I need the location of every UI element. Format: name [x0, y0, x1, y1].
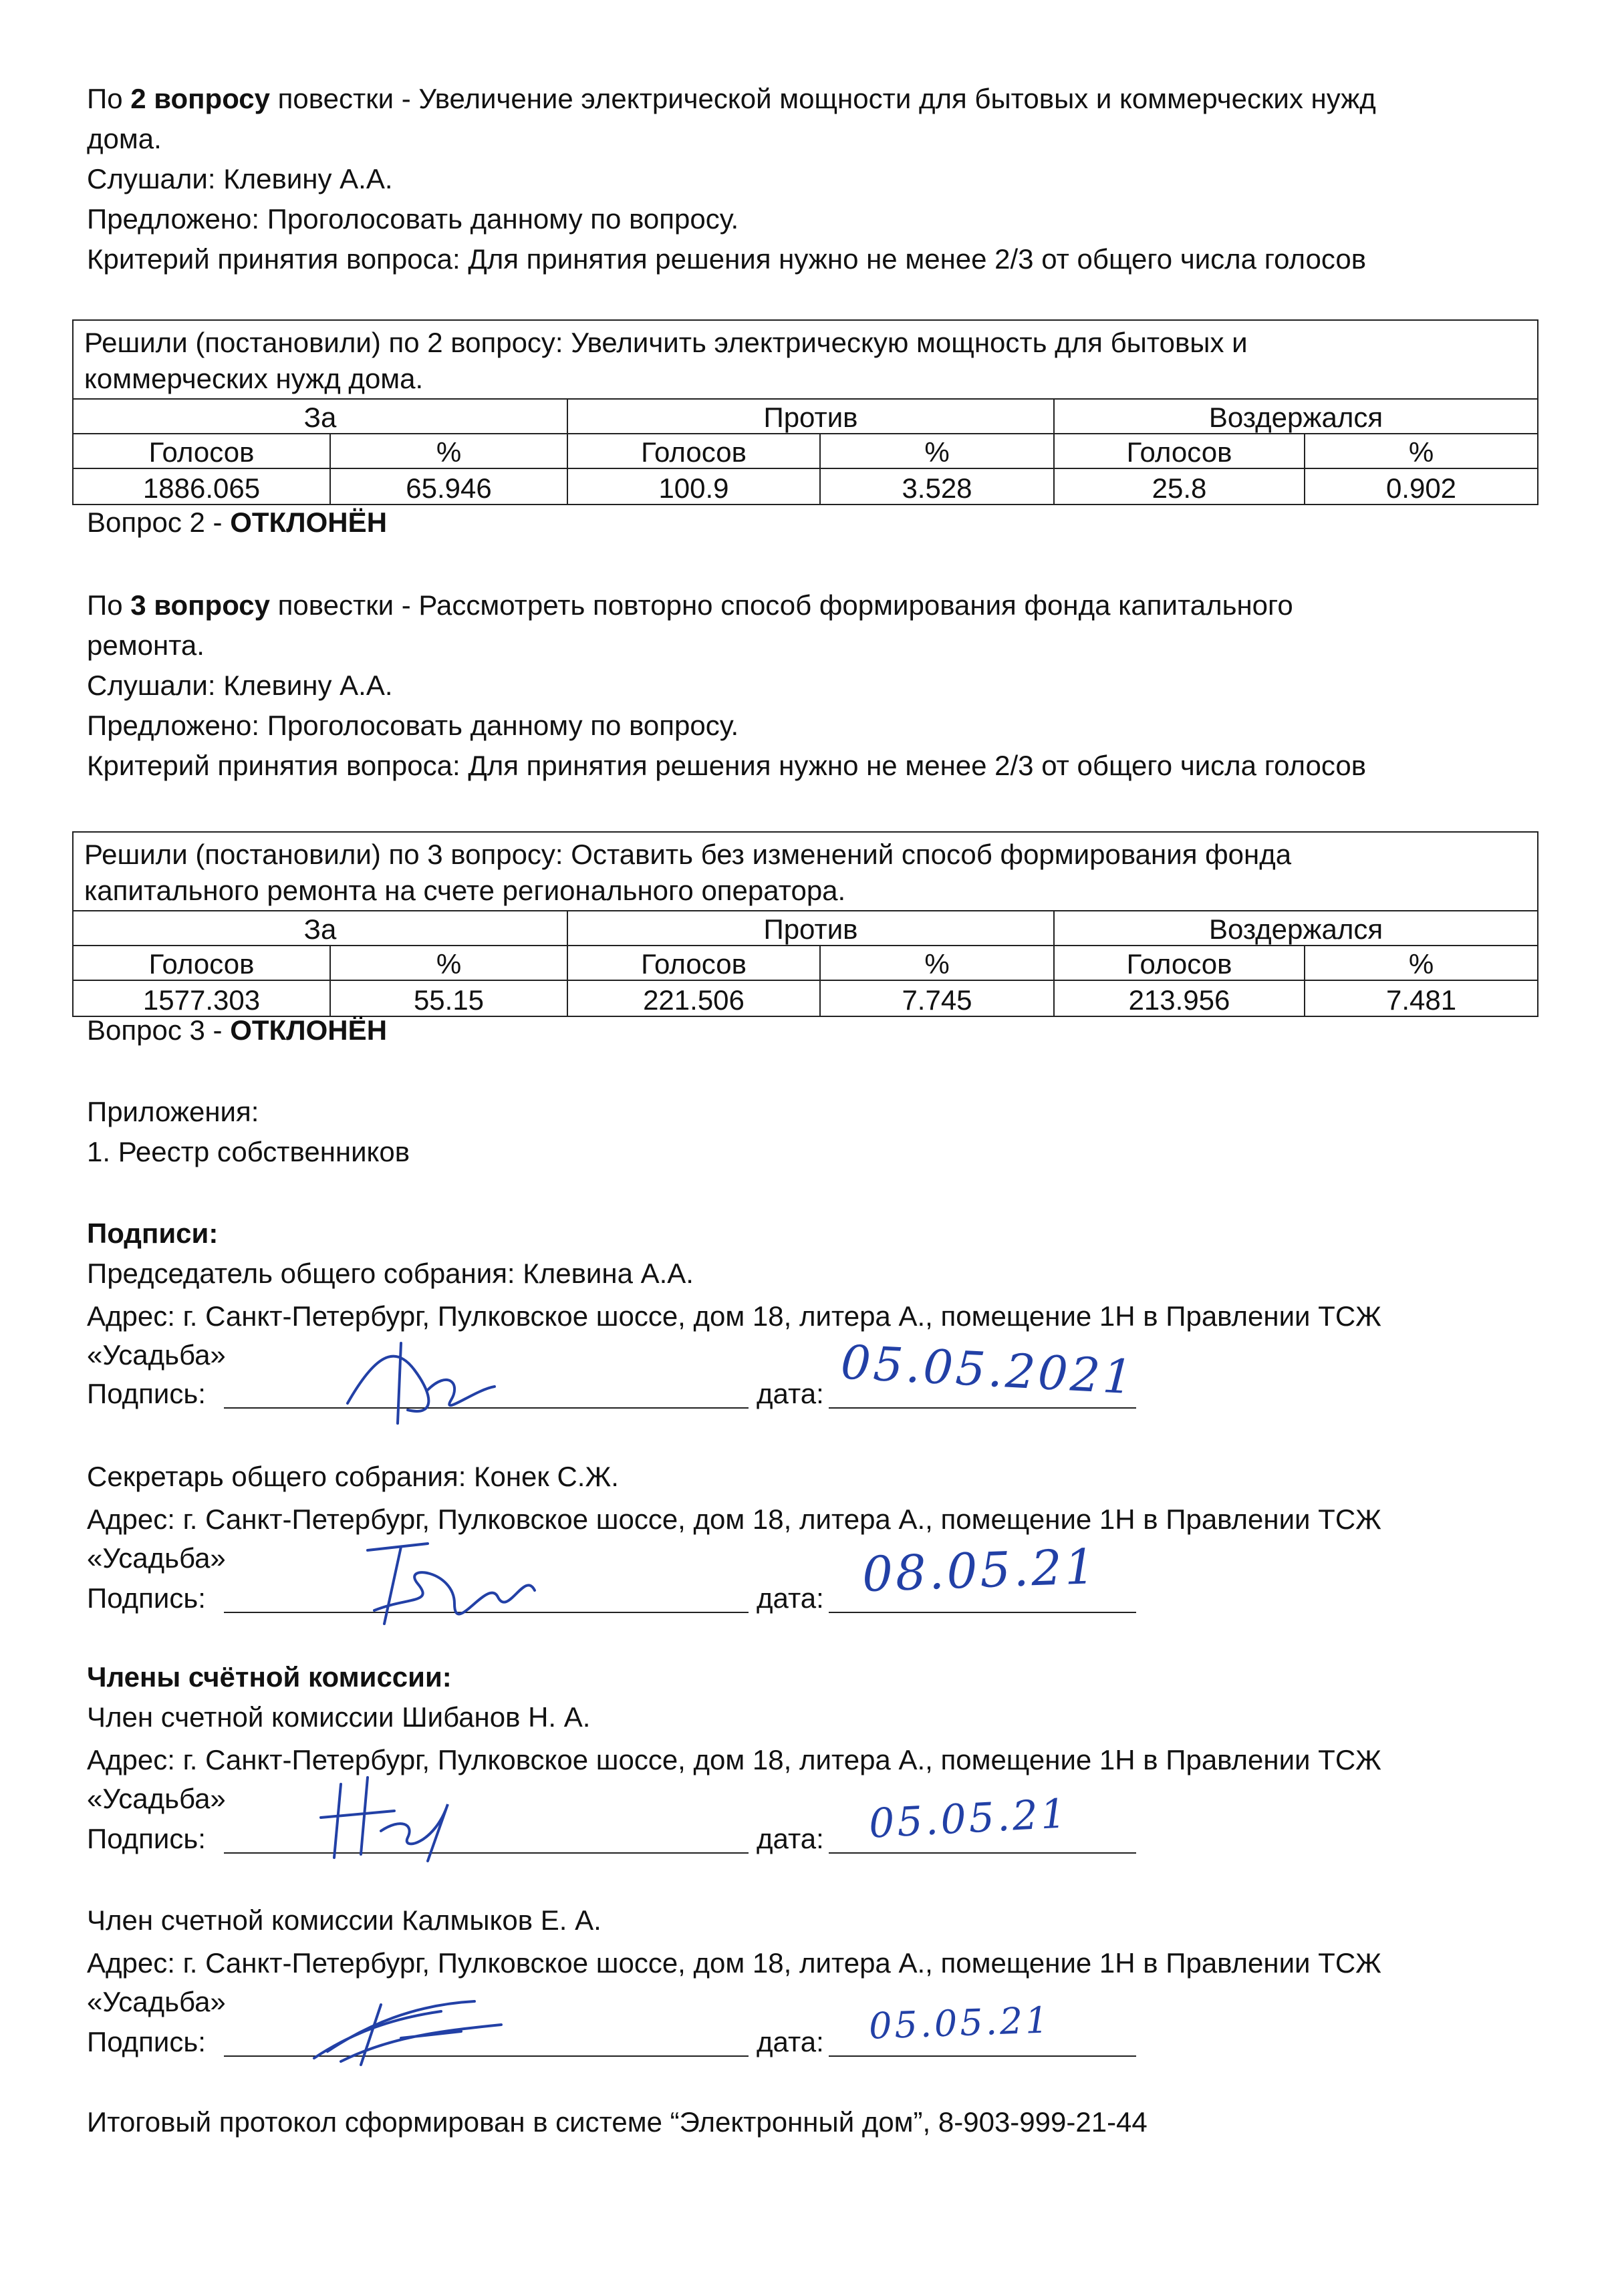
member2-address: Адрес: г. Санкт-Петербург, Пулковское шоссе, дом 18, литера А., помещение 1Н в Правлении ТСЖ [87, 1947, 1381, 1979]
q3-for-pct: 55.15 [330, 980, 567, 1016]
q2-proposed: Предложено: Проголосовать данному по вопросу. [87, 203, 739, 235]
q3-against-pct: 7.745 [820, 980, 1054, 1016]
member2-role: Член счетной комиссии Калмыков Е. А. [87, 1904, 601, 1936]
commission-title: Члены счётной комиссии: [87, 1661, 452, 1693]
q3-intro-cont: ремонта. [87, 629, 205, 661]
q3-criterion: Критерий принятия вопроса: Для принятия решения нужно не менее 2/3 от общего числа голосов [87, 750, 1367, 781]
q2-heard: Слушали: Клевину А.А. [87, 163, 393, 194]
q2-for-votes: 1886.065 [73, 468, 330, 505]
member1-role: Член счетной комиссии Шибанов Н. А. [87, 1701, 591, 1733]
q3-sub-votes: Голосов [1054, 946, 1305, 980]
q2-against-votes: 100.9 [567, 468, 820, 505]
q3-abstain-pct: 7.481 [1305, 980, 1538, 1016]
q2-vote-table [72, 319, 1538, 505]
q2-sub-votes: Голосов [1054, 434, 1305, 468]
footer-note: Итоговый протокол сформирован в системе “Электронный дом”, 8-903-999-21-44 [87, 2106, 1148, 2138]
q3-abstain-votes: 213.956 [1054, 980, 1305, 1016]
member2-sign-label: Подпись: [87, 2026, 206, 2057]
signatures-title: Подписи: [87, 1217, 219, 1249]
chair-date-line [829, 1406, 1136, 1409]
q3-col-against: Против [567, 911, 1054, 946]
member1-sign-label: Подпись: [87, 1823, 206, 1854]
q2-col-for: За [73, 399, 567, 434]
q2-result: Вопрос 2 - ОТКЛОНЁН [87, 507, 388, 538]
secretary-date-line [829, 1610, 1136, 1613]
q2-intro-cont: дома. [87, 123, 162, 154]
secretary-signature [354, 1530, 555, 1637]
chair-address-cont: «Усадьба» [87, 1339, 226, 1371]
q3-result: Вопрос 3 - ОТКЛОНЁН [87, 1014, 388, 1046]
q3-heard: Слушали: Клевину А.А. [87, 670, 393, 701]
q3-vote-table [72, 831, 1538, 1017]
member1-signature [314, 1764, 468, 1864]
chair-date-label: дата: [757, 1378, 824, 1409]
member2-date-label: дата: [757, 2026, 824, 2057]
chair-role: Председатель общего собрания: Клевина А.А. [87, 1258, 694, 1289]
q3-for-votes: 1577.303 [73, 980, 330, 1016]
member1-sign-line [224, 1851, 749, 1854]
secretary-date-label: дата: [757, 1582, 824, 1614]
q2-abstain-votes: 25.8 [1054, 468, 1305, 505]
q3-decision: Решили (постановили) по 3 вопросу: Оставить без изменений способ формирования фонда капитального ремонта на счете регионального оператора. [73, 832, 1538, 911]
q2-sub-votes: Голосов [567, 434, 820, 468]
attachments-title: Приложения: [87, 1096, 259, 1127]
member1-address-cont: «Усадьба» [87, 1783, 226, 1814]
q3-sub-pct: % [330, 946, 567, 980]
q3-intro: По 3 вопросу повестки - Рассмотреть повторно способ формирования фонда капитального [87, 589, 1293, 621]
secretary-role: Секретарь общего собрания: Конек С.Ж. [87, 1461, 619, 1492]
attachment-item: 1. Реестр собственников [87, 1136, 410, 1167]
member1-address: Адрес: г. Санкт-Петербург, Пулковское шоссе, дом 18, литера А., помещение 1Н в Правлении ТСЖ [87, 1744, 1381, 1775]
secretary-address: Адрес: г. Санкт-Петербург, Пулковское шоссе, дом 18, литера А., помещение 1Н в Правлении ТСЖ [87, 1503, 1381, 1535]
q2-result-status: ОТКЛОНЁН [230, 507, 388, 538]
q2-against-pct: 3.528 [820, 468, 1054, 505]
q2-number: 2 вопросу [130, 83, 271, 114]
q3-against-votes: 221.506 [567, 980, 820, 1016]
member1-date-handwritten: 05.05.21 [867, 1790, 1070, 1848]
member1-date-label: дата: [757, 1823, 824, 1854]
member2-date-line [829, 2054, 1136, 2057]
q2-sub-pct: % [330, 434, 567, 468]
q2-intro: По 2 вопросу повестки - Увеличение электрической мощности для бытовых и коммерческих нужд [87, 83, 1376, 114]
q2-sub-pct: % [820, 434, 1054, 468]
chair-date-handwritten: 05.05.2021 [839, 1334, 1137, 1405]
member1-date-line [829, 1851, 1136, 1854]
secretary-sign-label: Подпись: [87, 1582, 206, 1614]
q2-sub-pct: % [1305, 434, 1538, 468]
secretary-date-handwritten: 08.05.21 [861, 1538, 1099, 1603]
member2-date-handwritten: 05.05.21 [867, 1999, 1052, 2047]
q3-proposed: Предложено: Проголосовать данному по вопросу. [87, 710, 739, 741]
member2-address-cont: «Усадьба» [87, 1986, 226, 2017]
secretary-address-cont: «Усадьба» [87, 1542, 226, 1574]
member2-signature [301, 1991, 515, 2071]
q3-sub-pct: % [820, 946, 1054, 980]
chair-address: Адрес: г. Санкт-Петербург, Пулковское шоссе, дом 18, литера А., помещение 1Н в Правлении ТСЖ [87, 1300, 1381, 1332]
q2-for-pct: 65.946 [330, 468, 567, 505]
chair-signature [334, 1330, 508, 1430]
q2-sub-votes: Голосов [73, 434, 330, 468]
q3-sub-pct: % [1305, 946, 1538, 980]
q2-col-against: Против [567, 399, 1054, 434]
q2-abstain-pct: 0.902 [1305, 468, 1538, 505]
q2-decision: Решили (постановили) по 2 вопросу: Увеличить электрическую мощность для бытовых и коммерческих нужд дома. [73, 320, 1538, 399]
q3-number: 3 вопросу [130, 589, 271, 621]
chair-sign-label: Подпись: [87, 1378, 206, 1409]
q3-col-for: За [73, 911, 567, 946]
q3-sub-votes: Голосов [73, 946, 330, 980]
q3-sub-votes: Голосов [567, 946, 820, 980]
q3-result-status: ОТКЛОНЁН [230, 1014, 388, 1046]
q2-criterion: Критерий принятия вопроса: Для принятия решения нужно не менее 2/3 от общего числа голосов [87, 243, 1367, 275]
q2-col-abstain: Воздержался [1054, 399, 1538, 434]
q3-col-abstain: Воздержался [1054, 911, 1538, 946]
